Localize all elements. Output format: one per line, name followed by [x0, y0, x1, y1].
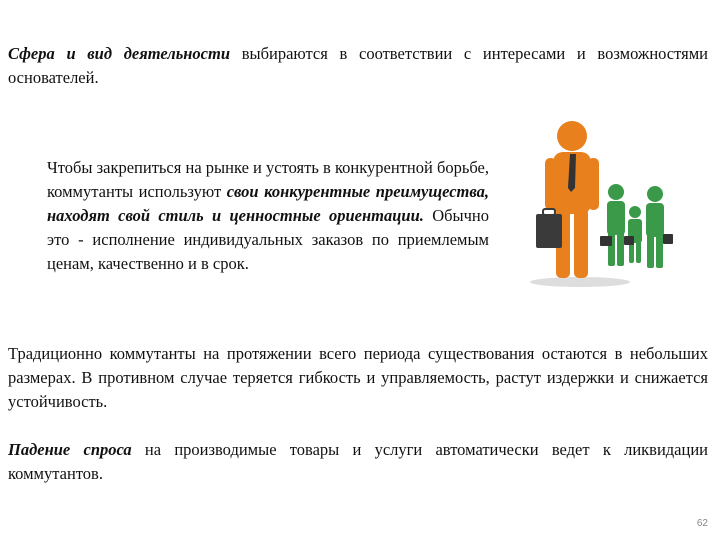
paragraph-sphere-of-activity: [8, 42, 708, 90]
emphasis-competitive-advantages: свои конкурентные преимущества, находят свой стиль и ценностные ориентации.: [47, 182, 489, 225]
paragraph-2-lead: Чтобы закрепиться на рынке и устоять в конкурентной борьбе, коммутанты используют: [47, 158, 489, 201]
paragraph-demand-fall: [8, 438, 708, 486]
paragraph-2-text: Обычно это - исполнение индивидуальных заказов по приемлемым ценам, качественно и в срок.: [47, 206, 489, 273]
page-number: 62: [696, 518, 708, 529]
paragraph-small-size: Традиционно коммутанты на протяжении всего периода существования остаются в небольших размерах. В противном случае теряется гибкость и управляемость, растут издержки и снижается устойчивость.: [8, 344, 708, 411]
paragraph-1-text: выбираются в соответствии с интересами и возможностями основателей.: [8, 44, 708, 87]
paragraph-4-text: на производимые товары и услуги автоматически ведет к ликвидации коммутантов.: [8, 440, 708, 483]
leader-figure: [545, 121, 599, 278]
briefcase-icon: [536, 209, 562, 248]
business-people-illustration: [520, 108, 690, 288]
emphasis-sphere-of-activity: Сфера и вид деятельности: [8, 44, 231, 63]
follower-figures: [607, 184, 664, 268]
emphasis-demand-fall: Падение спроса: [8, 440, 132, 459]
paragraph-competitive-advantages: [47, 156, 489, 276]
